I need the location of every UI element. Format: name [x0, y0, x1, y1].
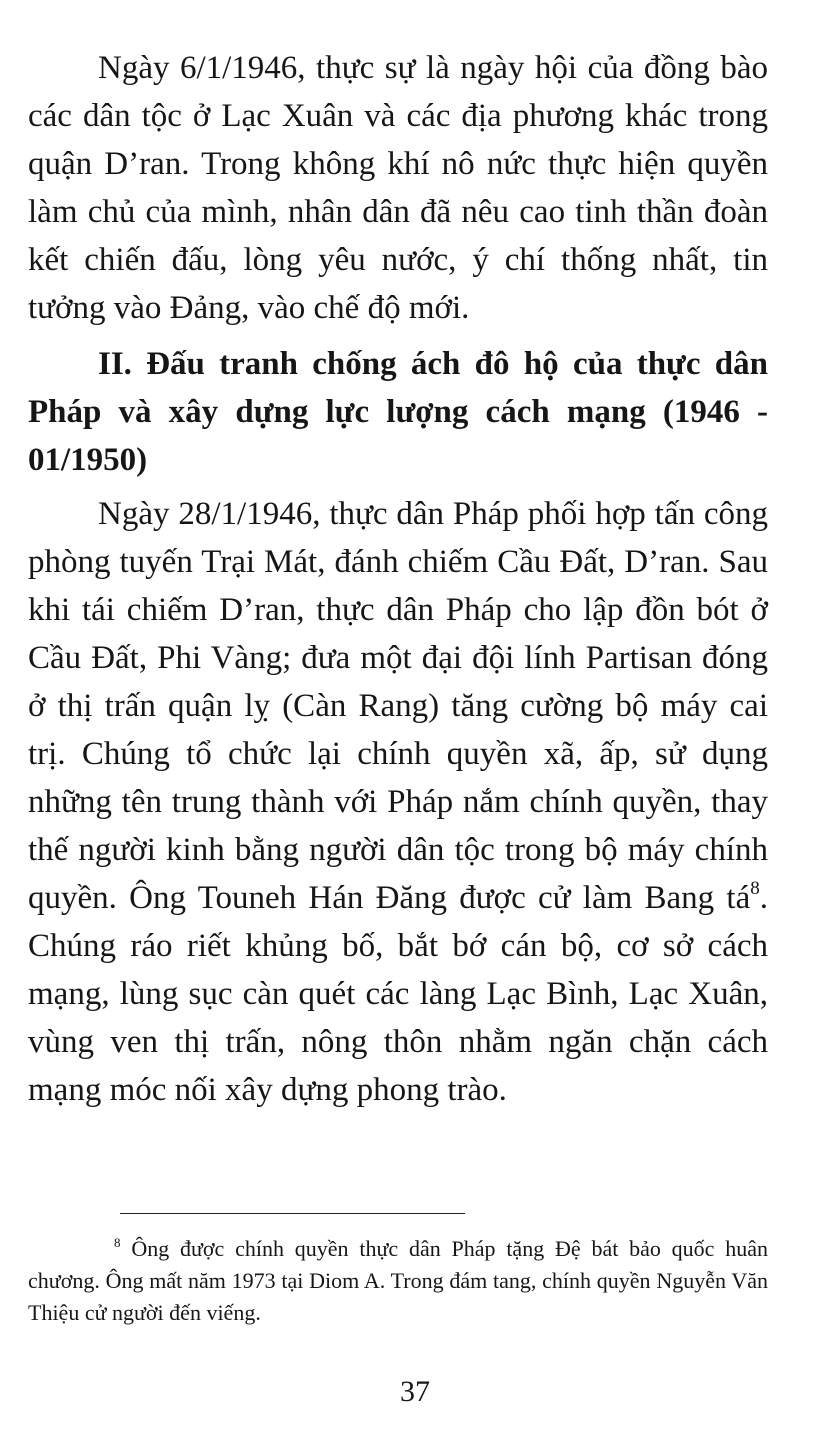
footnote-divider	[120, 1213, 465, 1214]
paragraph-1	[28, 44, 768, 332]
page-number: 37	[400, 1375, 430, 1408]
footnote-reference: 8	[750, 878, 760, 899]
paragraph-2-text-before-note: Ngày 28/1/1946, thực dân Pháp phối hợp tấn công phòng tuyến Trại Mát, đánh chiếm Cầu Đất, D’ran. Sau khi tái chiếm D’ran, thực dân Pháp cho lập đồn bót ở Cầu Đất, Phi Vàng; đưa một đại đội lính Partisan đóng ở thị trấn quận lỵ (Càn Rang) tăng cường bộ máy cai trị. Chúng tổ chức lại chính quyền xã, ấp, sử dụng những tên trung thành với Pháp nắm chính quyền, thay thế người kinh bằng người dân tộc trong bộ máy chính quyền. Ông Touneh Hán Đăng được cử làm Bang tá	[28, 496, 768, 916]
paragraph-2	[28, 490, 768, 1114]
footnote	[28, 1233, 768, 1329]
section-heading-text: II. Đấu tranh chống ách đô hộ của thực dân Pháp và xây dựng lực lượng cách mạng (1946 - 01/1950)	[28, 346, 768, 478]
footnote-marker: 8	[114, 1235, 121, 1250]
paragraph-2-text-after-note: . Chúng ráo riết khủng bố, bắt bớ cán bộ, cơ sở cách mạng, lùng sục càn quét các làng Lạc Bình, Lạc Xuân, vùng ven thị trấn, nông thôn nhằm ngăn chặn cách mạng móc nối xây dựng phong trào.	[28, 880, 768, 1108]
footnote-text: Ông được chính quyền thực dân Pháp tặng Đệ bát bảo quốc huân chương. Ông mất năm 1973 tại Diom A. Trong đám tang, chính quyền Nguyễn Văn Thiệu cử người đến viếng.	[28, 1236, 769, 1325]
section-heading	[28, 340, 768, 484]
paragraph-1-text: Ngày 6/1/1946, thực sự là ngày hội của đồng bào các dân tộc ở Lạc Xuân và các địa phương khác trong quận D’ran. Trong không khí nô nức thực hiện quyền làm chủ của mình, nhân dân đã nêu cao tinh thần đoàn kết chiến đấu, lòng yêu nước, ý chí thống nhất, tin tưởng vào Đảng, vào chế độ mới.	[28, 50, 768, 326]
